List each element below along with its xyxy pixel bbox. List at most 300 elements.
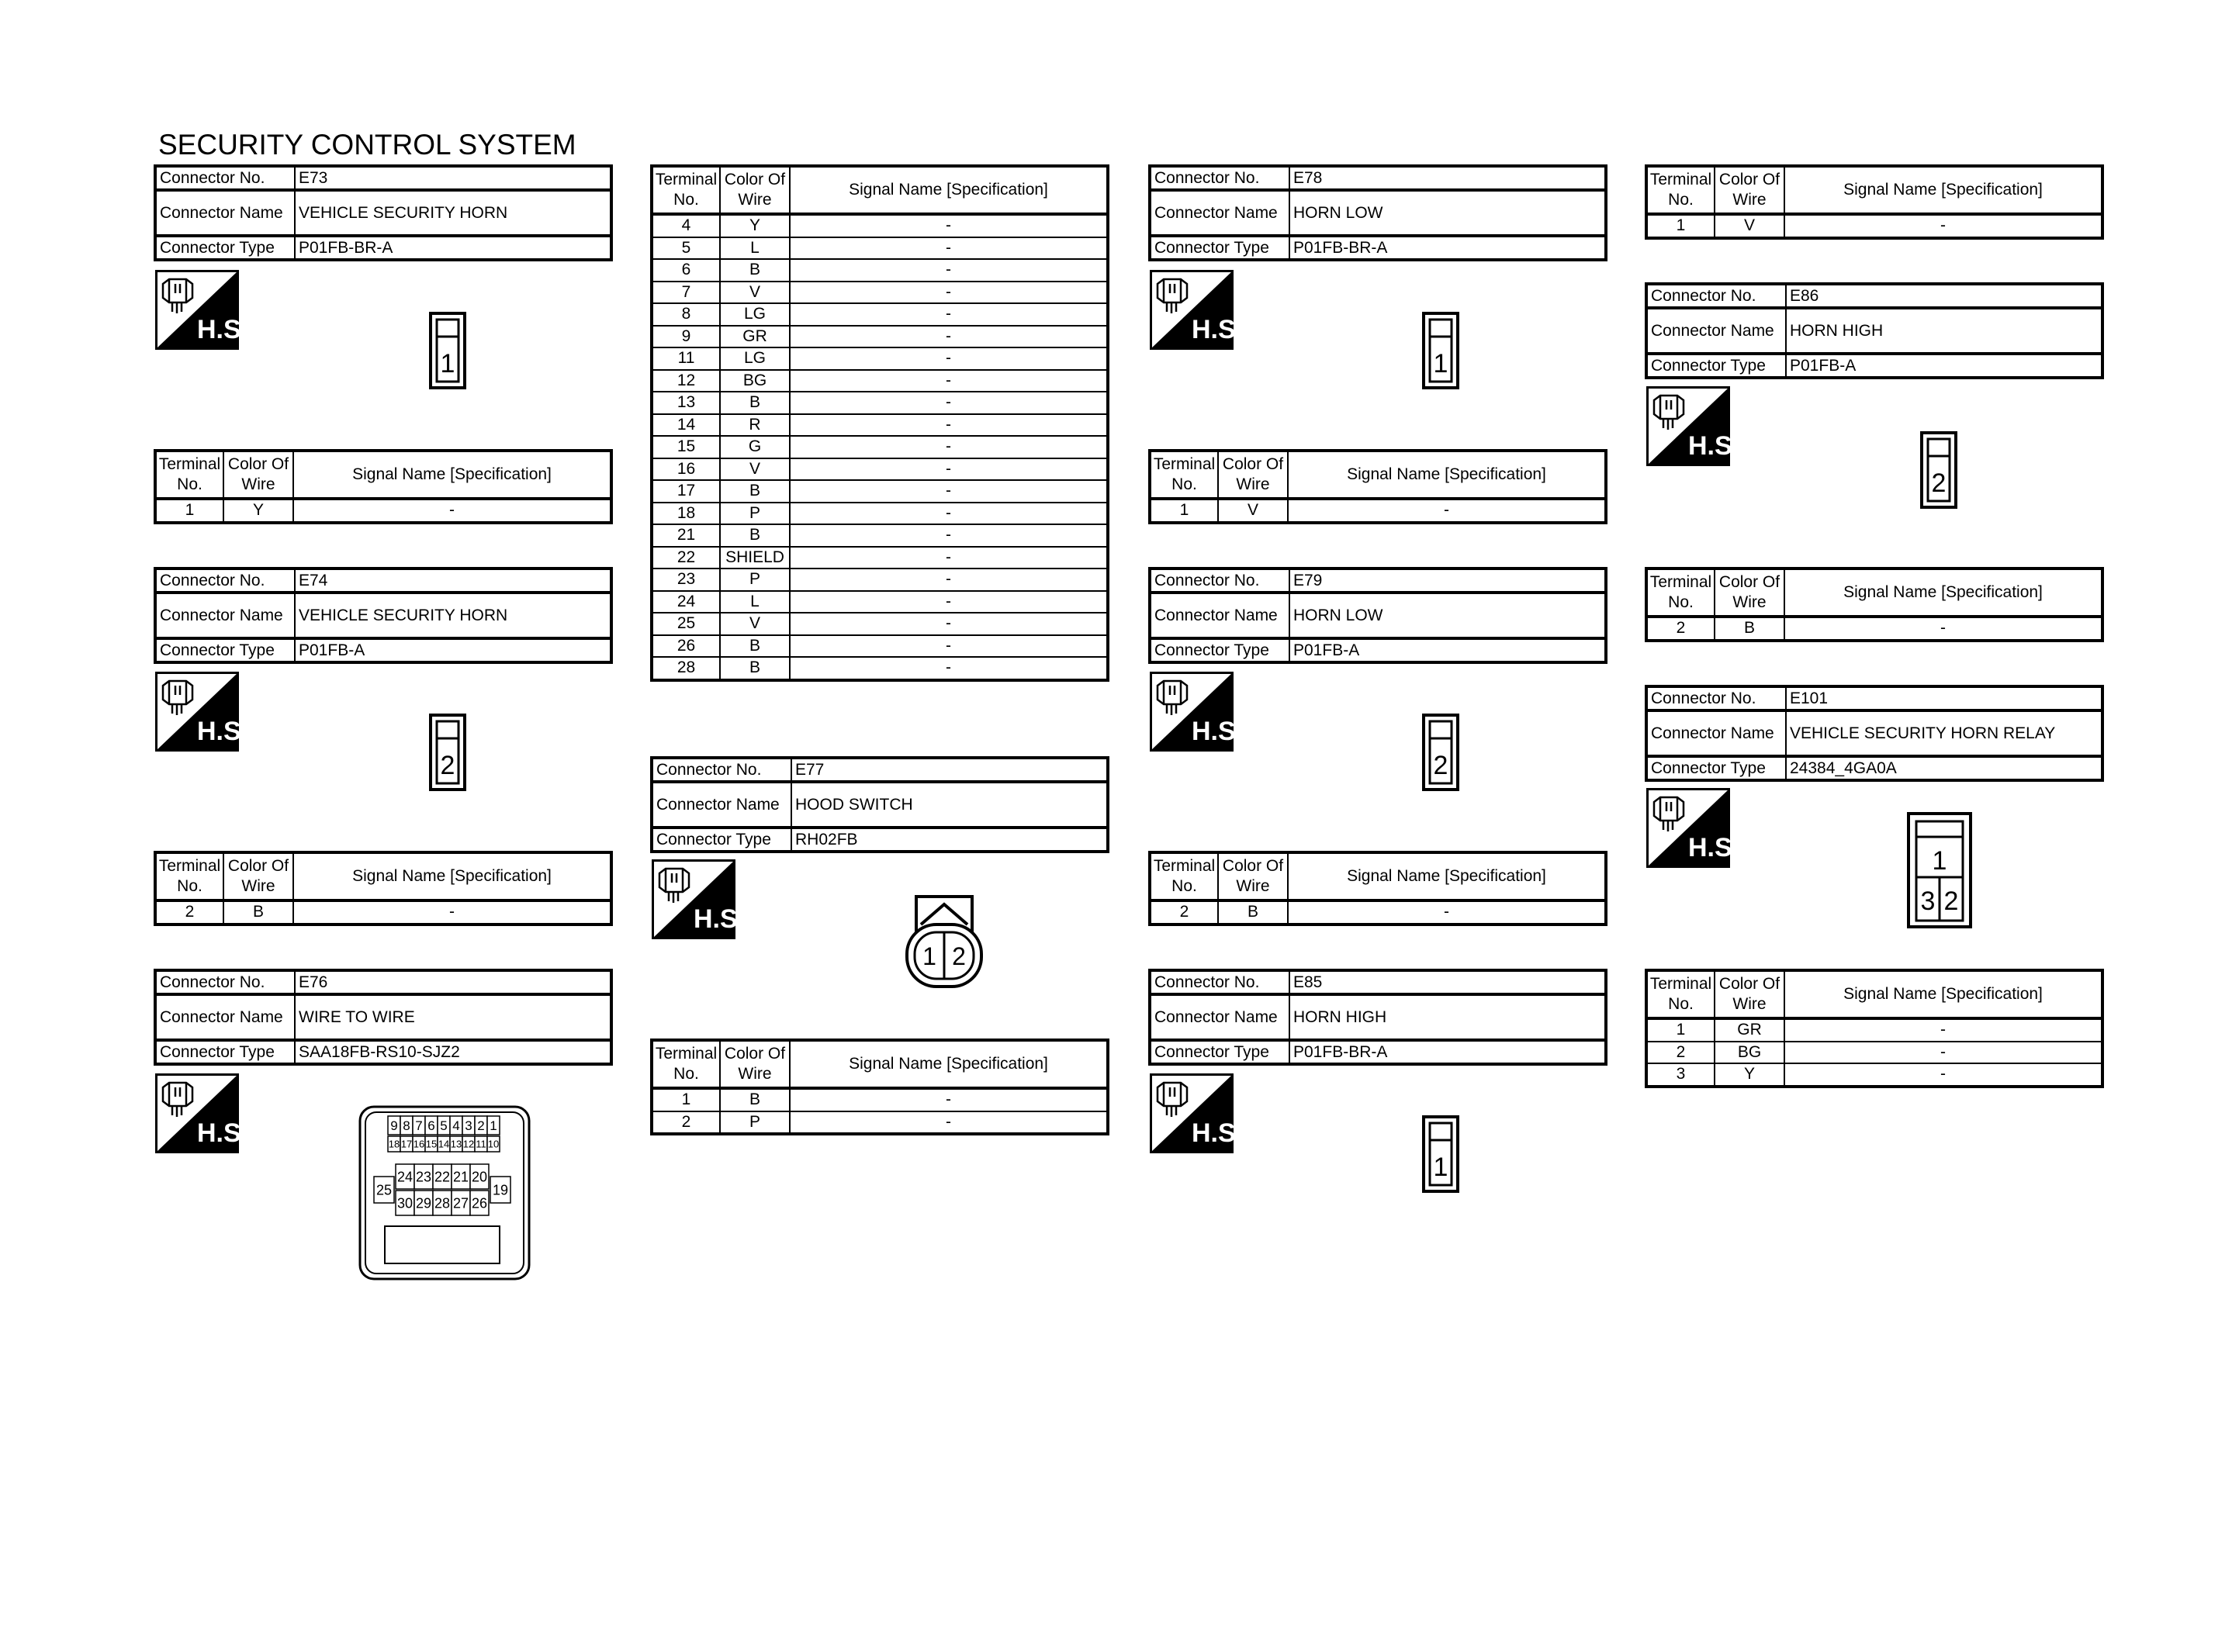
terminal-no: 5: [652, 237, 720, 260]
connector-info-table: [1645, 685, 2104, 782]
connector-no-label: Connector No.: [1150, 970, 1289, 994]
pin-number: 25: [375, 1182, 393, 1198]
signal-name-header: Signal Name [Specification]: [1784, 569, 2102, 617]
signal-name-header: Signal Name [Specification]: [293, 852, 611, 900]
connector-name-value: VEHICLE SECURITY HORN: [295, 593, 611, 638]
connector-name-value: HORN LOW: [1289, 593, 1606, 638]
hs-harness-side-icon: [1646, 386, 1740, 466]
connector-type-value: P01FB-A: [295, 638, 611, 662]
wire-color: B: [223, 900, 293, 924]
signal-name: -: [790, 259, 1108, 282]
connector-info-e74: [154, 567, 613, 664]
wire-color: L: [720, 591, 790, 613]
wire-color: R: [720, 414, 790, 437]
connector-info-table: [154, 567, 613, 664]
terminal-no: 7: [652, 282, 720, 304]
signal-name: -: [790, 547, 1108, 569]
table-row: [652, 370, 1108, 392]
pin-number: 2: [440, 751, 455, 780]
pin-number: 6: [427, 1118, 435, 1134]
terminal-no: 1: [155, 499, 223, 523]
connector-type-label: Connector Type: [652, 828, 791, 852]
pin-number: 1: [1433, 1153, 1448, 1182]
terminal-table: [1148, 449, 1607, 524]
wire-color: P: [720, 1111, 790, 1135]
table-row: [652, 347, 1108, 370]
terminal-no: 1: [1646, 214, 1715, 238]
signal-name: -: [1288, 499, 1606, 523]
signal-name: -: [790, 569, 1108, 591]
connector-info-table: [650, 756, 1109, 853]
terminal-no-header: Terminal No.: [155, 852, 223, 900]
signal-name: -: [790, 392, 1108, 414]
signal-name: -: [790, 1088, 1108, 1111]
signal-name-header: Signal Name [Specification]: [790, 1040, 1108, 1088]
connector-info-e101: [1645, 685, 2104, 782]
connector-no-value: E85: [1289, 970, 1606, 994]
signal-name: -: [1784, 1042, 2102, 1064]
connector-name-label: Connector Name: [1150, 190, 1289, 236]
terminal-table: [650, 164, 1109, 682]
table-row: [1646, 1063, 2102, 1087]
signal-name: -: [790, 347, 1108, 370]
terminal-table-e76: [650, 164, 1109, 682]
signal-name: -: [1784, 617, 2102, 641]
connector-type-value: P01FB-BR-A: [1289, 1040, 1606, 1064]
wire-color: B: [720, 635, 790, 658]
wire-color: SHIELD: [720, 547, 790, 569]
connector-name-label: Connector Name: [652, 782, 791, 828]
wire-color: V: [1218, 499, 1288, 523]
hs-harness-side-icon: [155, 672, 249, 752]
terminal-no: 2: [1150, 900, 1218, 924]
hs-harness-side-icon: [155, 1073, 249, 1153]
connector-type-label: Connector Type: [1150, 638, 1289, 662]
signal-name-header: Signal Name [Specification]: [1784, 166, 2102, 214]
color-of-wire-header: Color Of Wire: [1715, 569, 1784, 617]
terminal-no: 12: [652, 370, 720, 392]
pin-number: 7: [415, 1118, 423, 1134]
wire-color: V: [1715, 214, 1784, 238]
wire-color: B: [720, 480, 790, 503]
table-row: [652, 635, 1108, 658]
pin-number: 26: [471, 1195, 488, 1211]
connector-name-label: Connector Name: [1646, 308, 1786, 354]
connector-info-table: [1148, 969, 1607, 1066]
terminal-no: 4: [652, 214, 720, 237]
pin-number: 15: [425, 1138, 438, 1150]
pin-number: 11: [476, 1138, 486, 1150]
signal-name: -: [790, 591, 1108, 613]
wire-color: GR: [720, 326, 790, 348]
terminal-no: 8: [652, 303, 720, 326]
terminal-no: 2: [155, 900, 223, 924]
connector-name-value: VEHICLE SECURITY HORN: [295, 190, 611, 236]
table-row: [1646, 214, 2102, 238]
table-row: [652, 1088, 1108, 1111]
hs-harness-side-icon: [155, 270, 249, 350]
terminal-no: 9: [652, 326, 720, 348]
wire-color: B: [1715, 617, 1784, 641]
terminal-no: 3: [1646, 1063, 1715, 1087]
pin-number: 9: [390, 1118, 398, 1134]
svg-text:H.S.: H.S.: [1688, 833, 1740, 862]
connector-info-table: [1148, 164, 1607, 261]
table-row: [652, 657, 1108, 680]
terminal-no-header: Terminal No.: [155, 451, 223, 499]
connector-no-label: Connector No.: [652, 758, 791, 782]
wire-color: BG: [1715, 1042, 1784, 1064]
color-of-wire-header: Color Of Wire: [1715, 970, 1784, 1018]
wire-color: Y: [720, 214, 790, 237]
terminal-no: 24: [652, 591, 720, 613]
connector-name-label: Connector Name: [1150, 593, 1289, 638]
connector-name-label: Connector Name: [155, 190, 295, 236]
connector-name-label: Connector Name: [155, 994, 295, 1040]
wire-color: B: [720, 657, 790, 680]
connector-type-label: Connector Type: [155, 638, 295, 662]
connector-name-value: HORN LOW: [1289, 190, 1606, 236]
signal-name: -: [790, 370, 1108, 392]
signal-name-header: Signal Name [Specification]: [293, 451, 611, 499]
signal-name: -: [790, 282, 1108, 304]
terminal-no: 1: [1646, 1018, 1715, 1042]
signal-name: -: [1784, 1018, 2102, 1042]
pin-number: 10: [487, 1138, 500, 1150]
terminal-no-header: Terminal No.: [652, 1040, 720, 1088]
pin-number: 1: [490, 1118, 497, 1134]
table-row: [652, 282, 1108, 304]
connector-face-e78: [1422, 312, 1459, 389]
svg-text:H.S.: H.S.: [197, 315, 249, 344]
pin-number: 13: [450, 1138, 462, 1150]
signal-name-header: Signal Name [Specification]: [1784, 970, 2102, 1018]
connector-name-value: WIRE TO WIRE: [295, 994, 611, 1040]
table-row: [652, 547, 1108, 569]
signal-name: -: [790, 436, 1108, 458]
connector-face-e76: [358, 1105, 531, 1280]
signal-name: -: [790, 458, 1108, 481]
table-row: [1150, 499, 1606, 523]
connector-face-e77: [904, 893, 985, 991]
signal-name-header: Signal Name [Specification]: [1288, 852, 1606, 900]
signal-name: -: [1288, 900, 1606, 924]
terminal-no: 14: [652, 414, 720, 437]
connector-info-table: [154, 164, 613, 261]
terminal-table-e85: [1645, 164, 2104, 240]
terminal-table: [154, 449, 613, 524]
connector-no-label: Connector No.: [1150, 166, 1289, 190]
signal-name: -: [790, 657, 1108, 680]
connector-info-table: [1148, 567, 1607, 664]
svg-text:H.S.: H.S.: [1688, 431, 1740, 461]
connector-name-value: HORN HIGH: [1289, 994, 1606, 1040]
terminal-no: 1: [1150, 499, 1218, 523]
terminal-table-e77: [650, 1039, 1109, 1135]
wire-color: V: [720, 458, 790, 481]
color-of-wire-header: Color Of Wire: [223, 852, 293, 900]
connector-type-value: P01FB-BR-A: [1289, 236, 1606, 260]
pin-number: 3: [465, 1118, 472, 1134]
terminal-no-header: Terminal No.: [1646, 569, 1715, 617]
hs-harness-side-icon: [652, 859, 746, 939]
pin-number: 4: [452, 1118, 460, 1134]
color-of-wire-header: Color Of Wire: [1218, 451, 1288, 499]
pin-1: 1: [1932, 846, 1947, 876]
connector-no-value: E78: [1289, 166, 1606, 190]
connector-info-e73: [154, 164, 613, 261]
table-row: [652, 303, 1108, 326]
wire-color: P: [720, 569, 790, 591]
connector-no-value: E86: [1786, 284, 2102, 308]
pin-number: 8: [403, 1118, 410, 1134]
color-of-wire-header: Color Of Wire: [1715, 166, 1784, 214]
connector-type-value: P01FB-BR-A: [295, 236, 611, 260]
terminal-no: 25: [652, 613, 720, 635]
wire-color: B: [720, 392, 790, 414]
pin-number: 21: [452, 1169, 469, 1185]
signal-name: -: [790, 503, 1108, 525]
connector-type-value: RH02FB: [791, 828, 1108, 852]
terminal-no: 23: [652, 569, 720, 591]
table-row: [155, 900, 611, 924]
terminal-table-e74: [154, 851, 613, 926]
svg-text:H.S.: H.S.: [1192, 1118, 1244, 1148]
table-row: [652, 392, 1108, 414]
table-row: [652, 591, 1108, 613]
connector-face-e86: [1920, 431, 1957, 509]
terminal-table-e78: [1148, 449, 1607, 524]
signal-name: -: [790, 326, 1108, 348]
connector-type-value: P01FB-A: [1289, 638, 1606, 662]
connector-face-e79: [1422, 714, 1459, 791]
signal-name: -: [790, 635, 1108, 658]
terminal-no: 1: [652, 1088, 720, 1111]
pin-3: 3: [1920, 886, 1936, 916]
pin-2: 2: [1943, 886, 1959, 916]
connector-no-label: Connector No.: [1150, 569, 1289, 593]
pin-number: 28: [434, 1195, 451, 1211]
connector-info-e77: [650, 756, 1109, 853]
table-row: [652, 503, 1108, 525]
terminal-table: [650, 1039, 1109, 1135]
svg-text:H.S.: H.S.: [197, 1118, 249, 1148]
connector-no-value: E101: [1786, 686, 2102, 710]
connector-type-value: 24384_4GA0A: [1786, 756, 2102, 780]
connector-type-value: P01FB-A: [1786, 354, 2102, 378]
table-row: [652, 214, 1108, 237]
svg-text:H.S.: H.S.: [197, 717, 249, 746]
wire-color: BG: [720, 370, 790, 392]
connector-name-value: VEHICLE SECURITY HORN RELAY: [1786, 710, 2102, 756]
terminal-no: 13: [652, 392, 720, 414]
terminal-no-header: Terminal No.: [1646, 166, 1715, 214]
terminal-no-header: Terminal No.: [1150, 852, 1218, 900]
signal-name: -: [790, 480, 1108, 503]
connector-info-table: [154, 969, 613, 1066]
pin-number: 2: [1931, 468, 1947, 498]
pin-number: 14: [438, 1138, 450, 1150]
connector-type-label: Connector Type: [1646, 756, 1786, 780]
wire-color: V: [720, 282, 790, 304]
terminal-table-e79: [1148, 851, 1607, 926]
terminal-no: 18: [652, 503, 720, 525]
connector-face-e101: [1907, 812, 1972, 928]
connector-type-label: Connector Type: [1150, 236, 1289, 260]
signal-name: -: [790, 237, 1108, 260]
signal-name: -: [790, 1111, 1108, 1135]
hs-harness-side-icon: [1150, 672, 1244, 752]
table-row: [652, 1111, 1108, 1135]
svg-text:H.S.: H.S.: [1192, 315, 1244, 344]
connector-no-label: Connector No.: [155, 569, 295, 593]
connector-no-label: Connector No.: [1646, 686, 1786, 710]
connector-no-value: E76: [295, 970, 611, 994]
terminal-no: 15: [652, 436, 720, 458]
connector-info-e85: [1148, 969, 1607, 1066]
signal-name: -: [790, 303, 1108, 326]
color-of-wire-header: Color Of Wire: [720, 1040, 790, 1088]
connector-type-label: Connector Type: [155, 1040, 295, 1064]
table-row: [652, 613, 1108, 635]
terminal-no: 22: [652, 547, 720, 569]
table-row: [1150, 900, 1606, 924]
terminal-no-header: Terminal No.: [1646, 970, 1715, 1018]
connector-no-value: E73: [295, 166, 611, 190]
connector-name-label: Connector Name: [1646, 710, 1786, 756]
pin-number: 1: [1433, 349, 1448, 378]
table-row: [1646, 617, 2102, 641]
connector-info-e78: [1148, 164, 1607, 261]
terminal-no: 28: [652, 657, 720, 680]
color-of-wire-header: Color Of Wire: [1218, 852, 1288, 900]
connector-type-value: SAA18FB-RS10-SJZ2: [295, 1040, 611, 1064]
signal-name: -: [790, 214, 1108, 237]
pin-number: 19: [492, 1182, 509, 1198]
wire-color: Y: [1715, 1063, 1784, 1087]
wire-color: LG: [720, 303, 790, 326]
terminal-table: [154, 851, 613, 926]
wire-color: B: [720, 524, 790, 547]
pin-number: 2: [477, 1118, 485, 1134]
connector-info-table: [1645, 282, 2104, 379]
signal-name: -: [790, 613, 1108, 635]
connector-name-label: Connector Name: [155, 593, 295, 638]
wire-color: B: [720, 1088, 790, 1111]
connector-type-label: Connector Type: [155, 236, 295, 260]
connector-no-label: Connector No.: [1646, 284, 1786, 308]
signal-name-header: Signal Name [Specification]: [790, 166, 1108, 214]
connector-info-e86: [1645, 282, 2104, 379]
svg-text:H.S.: H.S.: [694, 904, 746, 934]
pin-number: 24: [396, 1169, 414, 1185]
color-of-wire-header: Color Of Wire: [720, 166, 790, 214]
pin-number: 12: [462, 1138, 475, 1150]
table-row: [652, 414, 1108, 437]
pin-number: 2: [1433, 751, 1448, 780]
terminal-no-header: Terminal No.: [1150, 451, 1218, 499]
pin-number: 5: [440, 1118, 448, 1134]
terminal-no: 2: [652, 1111, 720, 1135]
wire-color: B: [1218, 900, 1288, 924]
connector-type-label: Connector Type: [1646, 354, 1786, 378]
connector-info-e79: [1148, 567, 1607, 664]
signal-name: -: [293, 499, 611, 523]
terminal-table: [1645, 969, 2104, 1088]
terminal-table-e86: [1645, 567, 2104, 642]
pin-number: 22: [434, 1169, 451, 1185]
terminal-no-header: Terminal No.: [652, 166, 720, 214]
table-row: [652, 237, 1108, 260]
table-row: [652, 436, 1108, 458]
connector-no-value: E74: [295, 569, 611, 593]
terminal-no: 17: [652, 480, 720, 503]
table-row: [652, 458, 1108, 481]
connector-name-label: Connector Name: [1150, 994, 1289, 1040]
connector-info-e76: [154, 969, 613, 1066]
terminal-table: [1148, 851, 1607, 926]
wire-color: L: [720, 237, 790, 260]
connector-type-label: Connector Type: [1150, 1040, 1289, 1064]
signal-name-header: Signal Name [Specification]: [1288, 451, 1606, 499]
connector-face-e74: [429, 714, 466, 791]
pin-number: 29: [415, 1195, 432, 1211]
terminal-table: [1645, 164, 2104, 240]
wire-color: GR: [1715, 1018, 1784, 1042]
connector-no-label: Connector No.: [155, 166, 295, 190]
table-row: [155, 499, 611, 523]
wire-color: LG: [720, 347, 790, 370]
wire-color: P: [720, 503, 790, 525]
table-row: [652, 480, 1108, 503]
signal-name: -: [790, 524, 1108, 547]
connector-no-value: E79: [1289, 569, 1606, 593]
terminal-no: 11: [652, 347, 720, 370]
connector-name-value: HOOD SWITCH: [791, 782, 1108, 828]
connector-face-e73: [429, 312, 466, 389]
hs-harness-side-icon: [1150, 270, 1244, 350]
terminal-no: 26: [652, 635, 720, 658]
pin-2: 2: [952, 942, 966, 970]
page-title: SECURITY CONTROL SYSTEM: [158, 129, 576, 161]
terminal-no: 21: [652, 524, 720, 547]
wire-color: Y: [223, 499, 293, 523]
pin-number: 27: [452, 1195, 469, 1211]
wire-color: G: [720, 436, 790, 458]
table-row: [652, 569, 1108, 591]
table-row: [652, 524, 1108, 547]
pin-number: 30: [396, 1195, 414, 1211]
pin-number: 23: [415, 1169, 432, 1185]
connector-no-label: Connector No.: [155, 970, 295, 994]
connector-no-value: E77: [791, 758, 1108, 782]
pin-number: 16: [413, 1138, 425, 1150]
terminal-table-e101: [1645, 969, 2104, 1088]
hs-harness-side-icon: [1150, 1073, 1244, 1153]
connector-face-e85: [1422, 1115, 1459, 1193]
pin-1: 1: [922, 942, 936, 970]
wire-color: B: [720, 259, 790, 282]
signal-name: -: [1784, 214, 2102, 238]
terminal-no: 6: [652, 259, 720, 282]
table-row: [652, 326, 1108, 348]
terminal-no: 16: [652, 458, 720, 481]
table-row: [1646, 1018, 2102, 1042]
pin-number: 17: [400, 1138, 413, 1150]
color-of-wire-header: Color Of Wire: [223, 451, 293, 499]
signal-name: -: [293, 900, 611, 924]
terminal-no: 2: [1646, 617, 1715, 641]
